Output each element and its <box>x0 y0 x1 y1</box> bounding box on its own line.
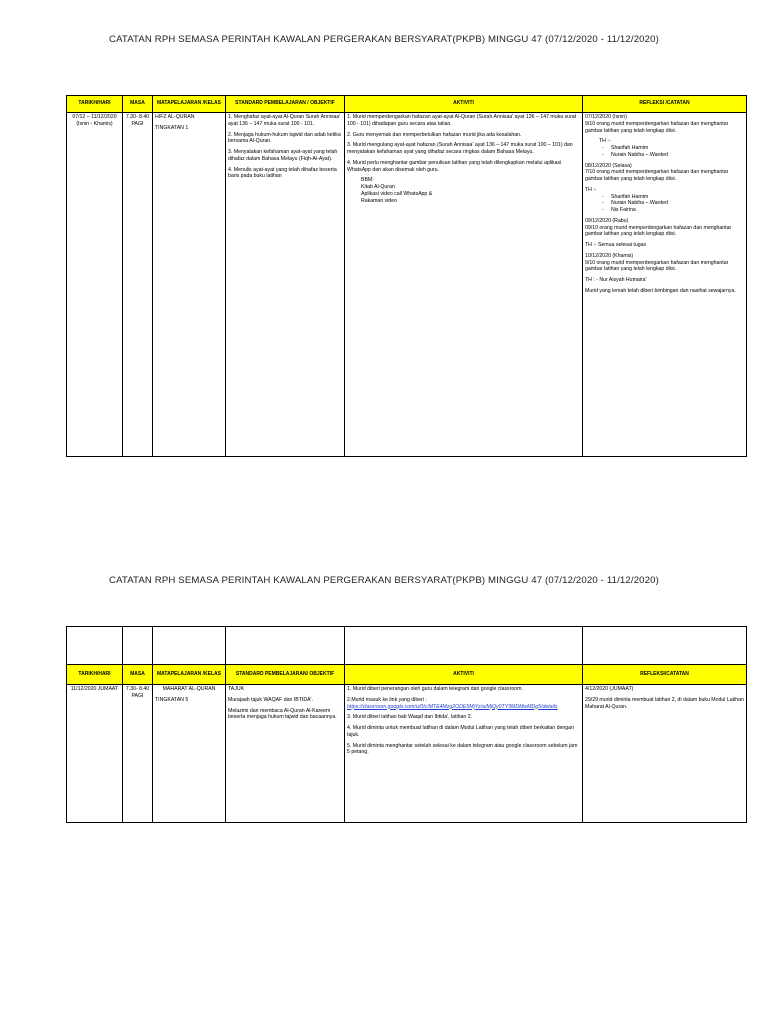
activity-item: 5. Murid diminta menghantar setelah selesai ke dalam telegram atau google classroom sebelum jam 5 petang. <box>347 742 578 756</box>
bbm-item: Kitab Al-Quran <box>361 184 395 190</box>
date-cell: 07/12 – 11/12/2020 (Isnin - Khamis) <box>67 113 123 457</box>
reflection-closing: Murid yang lemah telah diberi bimbingan dan nasihat sewajarnya. <box>585 287 736 294</box>
activity-item: 2. Guru menyemak dan memperbetulkan hafazan murid jika ada kesalahan. <box>347 131 522 138</box>
subject-name: HIFZ AL-QURAN <box>155 114 195 120</box>
header-refleksi: REFLEKSI/CATATAN <box>583 665 747 685</box>
activity-item: 4. Murid perlu menghantar gambar penulisan latihan yang telah dilengkapkan melalui aplikasi WhatsApp dan akan disemak oleh guru. <box>347 159 562 173</box>
absent-list <box>585 145 744 159</box>
header-matapelajaran: MATAPELAJARAN /KELAS <box>153 96 226 113</box>
objective-item: Melazimi dan membaca Al-Quran Al-Kareem beserta menjaga hukum tajwid dan bacaannya. <box>228 707 337 721</box>
reflection-text: 9/10 orang murid memperdengarkan hafazan dan menghantar gambar latihan yang telah lengkap diisi. <box>585 259 729 273</box>
empty-cell <box>583 627 747 665</box>
header-tarikh: TARIKH/HARI <box>67 665 123 685</box>
subject-cell <box>153 685 226 823</box>
page-title: CATATAN RPH SEMASA PERINTAH KAWALAN PERGERAKAN BERSYARAT(PKPB) MINGGU 47 (07/12/2020 - 11/12/2020) <box>109 34 659 45</box>
activity-item: 4. Murid diminta untuk membuat latihan di dalam Modul Latihan yang telah diberi berkaitan dengan tajuk. <box>347 725 574 738</box>
time-cell: 7.30- 8.40 PAGI <box>123 685 153 823</box>
header-matapelajaran: MATAPELAJARAN /KELAS <box>153 665 226 685</box>
reflection-cell <box>583 685 747 823</box>
absent-name: - Nurain Nabiha – Warded <box>611 152 744 159</box>
header-aktiviti: AKTIVITI <box>345 96 583 113</box>
header-masa: MASA <box>123 96 153 113</box>
activity-item: 3. Murid mengulang ayat-ayat hafazan (Surah Annisaa' ayat 136 – 147 muka surat 100 – 101) dan menyatakan kefahaman ayat yang dihafaz secara ringkas dalam Bahasa Melayu. <box>347 142 573 155</box>
rph-table-week <box>66 95 747 457</box>
empty-cell <box>123 627 153 665</box>
objective-item: 1. Menghafaz ayat-ayat Al-Quran Surah Annisaa' ayat 136 – 147 muka surat 100 - 101. <box>228 114 341 127</box>
absent-name: - Nurain Nabiha – Warded <box>611 200 744 207</box>
header-standard: STANDARD PEMBELAJARAN / OBJEKTIF <box>226 96 345 113</box>
page-title: CATATAN RPH SEMASA PERINTAH KAWALAN PERGERAKAN BERSYARAT(PKPB) MINGGU 47 (07/12/2020 - 11/12/2020) <box>109 575 659 586</box>
activity-item: 2.Murid masuk ke link yang diberi : <box>347 696 427 703</box>
objective-item: Murajaah tajuk WAQAF dan IBTIDA'. <box>228 696 313 703</box>
absent-name: - Sharifah Hamim <box>611 145 744 152</box>
time-cell: 7.30- 8.40 PAGI <box>123 113 153 457</box>
objective-item: 2. Menjaga hukum-hukum tajwid dan adab ketika bersama Al-Quran. <box>228 131 341 145</box>
bbm-label: BBM: <box>361 177 374 184</box>
header-tarikh: TARIKH/HARI <box>67 96 123 113</box>
class-name: TINGKATAN 1 <box>155 124 189 131</box>
empty-cell <box>226 627 345 665</box>
empty-cell <box>67 627 123 665</box>
header-masa: MASA <box>123 665 153 685</box>
reflection-text: 9/10 orang murid memperdengarkan hafazan dan menghantar gambar latihan yang telah lengkap diisi. <box>585 120 729 134</box>
header-aktiviti: AKTIVITI <box>345 665 583 685</box>
topic-label: TAJUK <box>228 686 245 692</box>
subject-cell <box>153 113 226 457</box>
reflection-text: 7/10 orang murid memperdengarkan hafazan dan menghantar gambar latihan yang telah lengkap diisi. <box>585 169 729 182</box>
activity-item: 1. Murid memperdengarkan hafazan ayat-ayat Al-Quran (Surah Annisaa' ayat 136 – 147 muka surat 100 - 101) dihadapan guru secara atas talian. <box>347 114 577 127</box>
reflection-date: 07/12/2020 (Isnin) <box>585 114 627 120</box>
th-line: TH : - Nur Aisyah Humaira' <box>585 277 647 283</box>
reflection-cell <box>583 113 747 457</box>
objective-cell <box>226 113 345 457</box>
activity-item: 3. Murid diberi latihan bab Waqaf dan Ibtida', latihan 2. <box>347 714 473 721</box>
date-cell: 11/12/2020 JUMAAT <box>67 685 123 823</box>
th-label: TH :- <box>599 138 611 145</box>
class-name: TINGKATAN 5 <box>155 696 189 703</box>
activity-item: 1. Murid diberi penerangan oleh guru dalam telegram dan google classroom. <box>347 686 523 692</box>
activity-cell <box>345 685 583 823</box>
objective-item: 3. Menyatakan kefahaman ayat-ayat yang telah dihafaz dalam Bahasa Melayu (Fiqh-Al-Ayat). <box>228 149 338 162</box>
reflection-text: 29/29 murid diminta membuat latihan 2, di dalam buku Modul Latihan Maharat Al-Quran. <box>585 696 744 710</box>
absent-list <box>585 194 744 214</box>
absent-name: - Nis Fairina <box>611 207 744 214</box>
reflection-text: 09/10 orang murid memperdengarkan hafazan dan menghantar gambar latihan yang telah lengkap diisi. <box>585 224 732 238</box>
rph-table-friday <box>66 626 747 823</box>
activity-cell <box>345 113 583 457</box>
reflection-date: 10/12/2020 (Khamis) <box>585 252 634 259</box>
absent-name: - Sharifah Hamim <box>611 194 744 201</box>
bbm-item: Rakaman video <box>361 197 398 204</box>
empty-cell <box>345 627 583 665</box>
empty-cell <box>153 627 226 665</box>
th-label: TH :- <box>585 186 597 193</box>
objective-cell <box>226 685 345 823</box>
reflection-date: 4/12/2020 (JUMAAT) <box>585 686 634 692</box>
bbm-item: Aplikasi video call WhatsApp & <box>361 190 433 197</box>
header-standard: STANDARD PEMBELAJARAN/ OBJEKTIF <box>226 665 345 685</box>
reflection-date: 09/12/2020 (Rabu) <box>585 217 629 224</box>
th-line: TH :- Semua selesai tugas <box>585 242 647 248</box>
header-refleksi: REFLEKSI /CATATAN <box>583 96 747 113</box>
reflection-date: 08/12/2020 (Selasa) <box>585 162 632 169</box>
subject-name: MAHARAT AL-QURAN <box>162 686 216 692</box>
classroom-link[interactable]: https://classroom.google.com/u/0/c/MTE4Mzg2ODE5MjYz/a/MjQy0TY3MDMwMDg5/details <box>347 703 558 710</box>
bbm-block <box>347 177 580 204</box>
objective-item: 4. Menulis ayat-ayat yang telah dihafaz beserta baris pada buku latihan <box>228 166 337 180</box>
